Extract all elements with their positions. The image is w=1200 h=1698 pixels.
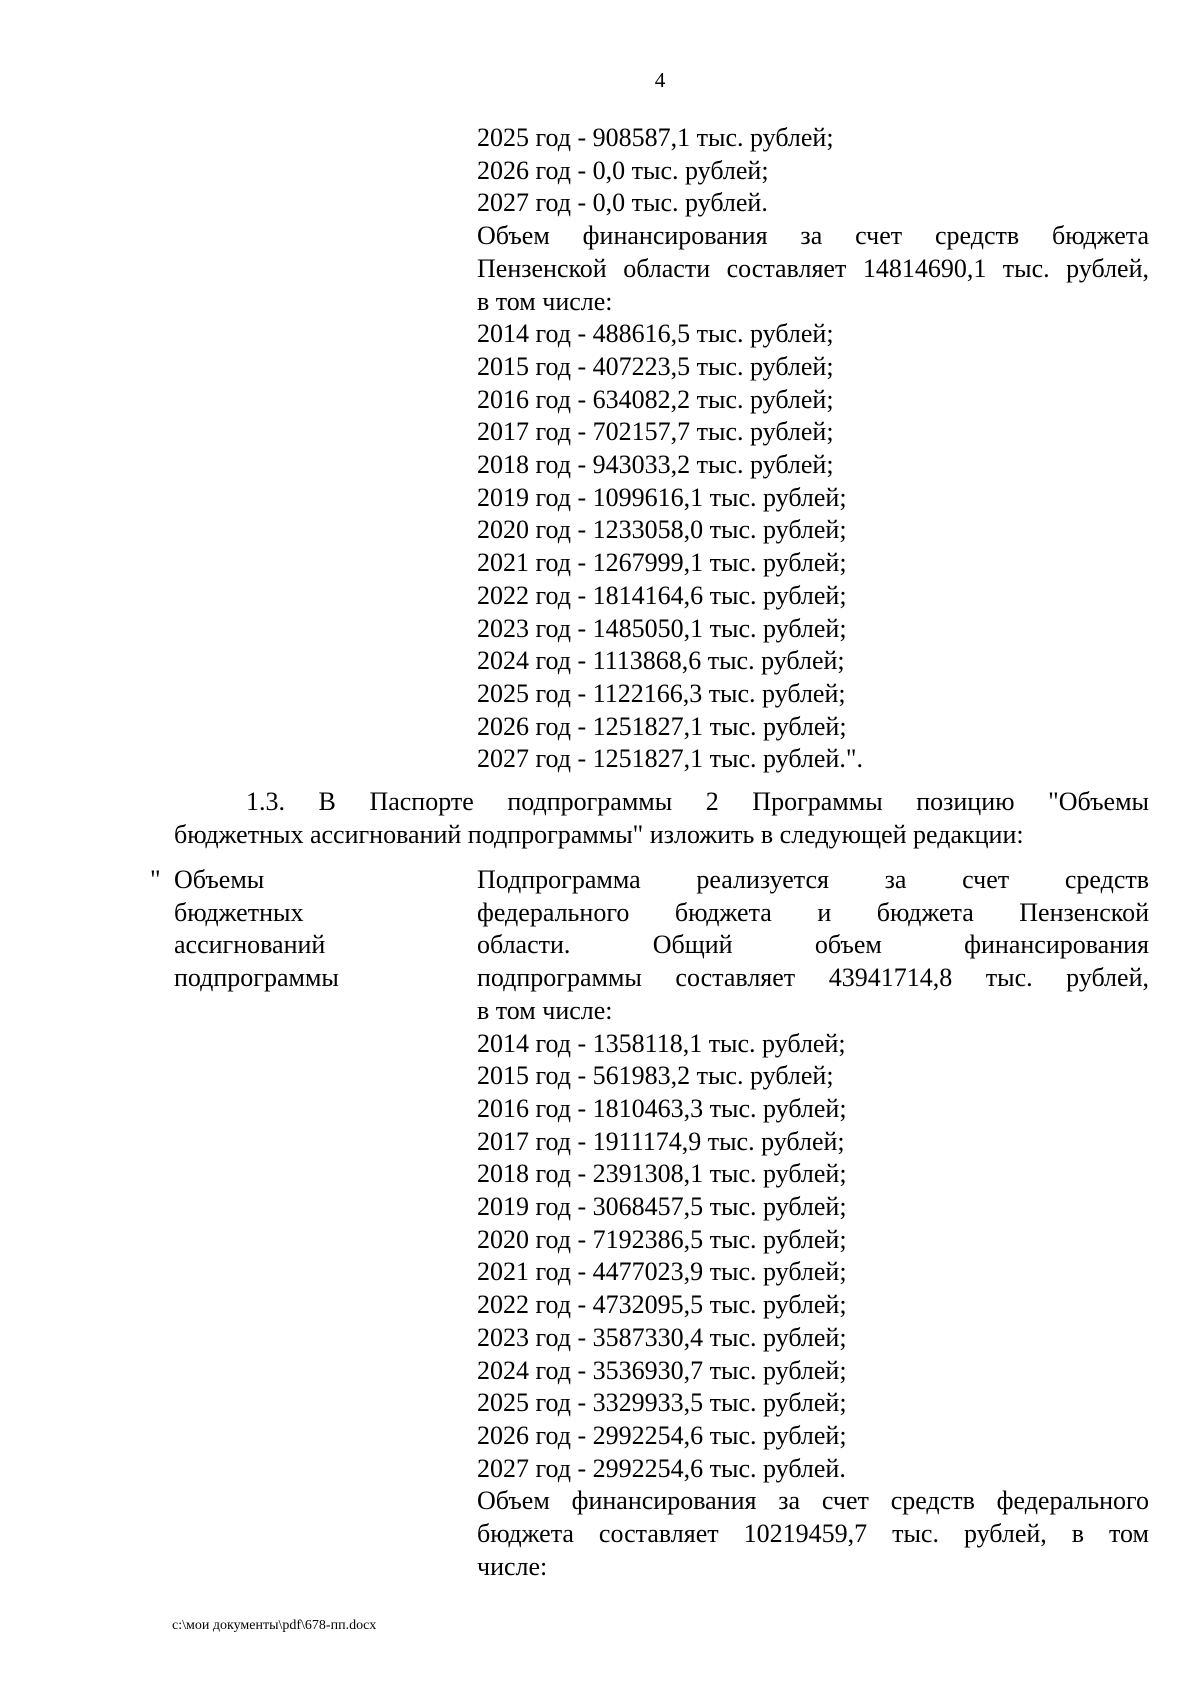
year-line: 2022 год - 4732095,5 тыс. рублей; [477,1290,847,1320]
intro-line: в том числе: [477,995,613,1025]
year-line: 2018 год - 943033,2 тыс. рублей; [477,450,834,480]
position-label [174,864,434,995]
amendment-paragraph [174,786,1149,851]
year-line: 2022 год - 1814164,6 тыс. рублей; [477,580,847,610]
paragraph-line: 1.3. В Паспорте подпрограммы 2 Программы позицию "Объемы [246,787,1149,816]
year-line: 2014 год - 1358118,1 тыс. рублей; [477,1028,846,1058]
funding-block-continuation [477,122,1149,776]
year-line: 2026 год - 0,0 тыс. рублей; [477,155,769,185]
year-line: 2017 год - 702157,7 тыс. рублей; [477,417,834,447]
position-label-line: подпрограммы [174,963,339,993]
intro-line: федерального бюджета и бюджета Пензенской [477,897,1149,927]
intro-line: Подпрограмма реализуется за счет средств [477,865,1149,894]
opening-quote: " [150,865,161,894]
year-line: 2015 год - 407223,5 тыс. рублей; [477,351,834,381]
position-label-line: Объемы [174,865,265,894]
year-line: 2026 год - 2992254,6 тыс. рублей; [477,1420,847,1450]
regional-budget-line: Объем финансирования за счет средств бюджета [477,221,1149,251]
funding-block-subprogram [477,864,1149,1583]
federal-budget-line: бюджета составляет 10219459,7 тыс. рублей, в том [477,1519,1149,1549]
year-line: 2016 год - 634082,2 тыс. рублей; [477,384,834,414]
year-line: 2015 год - 561983,2 тыс. рублей; [477,1061,834,1091]
regional-budget-line: в том числе: [477,286,613,316]
intro-line: подпрограммы составляет 43941714,8 тыс. рублей, [477,963,1149,993]
year-line: 2024 год - 3536930,7 тыс. рублей; [477,1355,847,1385]
position-label-line: бюджетных [174,897,304,927]
year-line: 2017 год - 1911174,9 тыс. рублей; [477,1126,845,1156]
year-line: 2027 год - 2992254,6 тыс. рублей. [477,1453,846,1483]
page-number: 4 [654,68,666,92]
year-line: 2016 год - 1810463,3 тыс. рублей; [477,1093,847,1123]
year-line: 2023 год - 3587330,4 тыс. рублей; [477,1322,847,1352]
year-line: 2026 год - 1251827,1 тыс. рублей; [477,711,847,741]
position-label-line: ассигнований [174,930,326,960]
year-line: 2019 год - 1099616,1 тыс. рублей; [477,482,847,512]
federal-budget-line: Объем финансирования за счет средств федерального [477,1486,1149,1516]
year-line: 2024 год - 1113868,6 тыс. рублей; [477,646,845,676]
year-line: 2025 год - 3329933,5 тыс. рублей; [477,1388,847,1418]
file-path-footer: c:\мои документы\pdf\678-пп.docx [172,1618,377,1633]
year-line: 2018 год - 2391308,1 тыс. рублей; [477,1159,847,1189]
year-line: 2014 год - 488616,5 тыс. рублей; [477,319,834,349]
year-line: 2019 год - 3068457,5 тыс. рублей; [477,1192,847,1222]
year-line: 2021 год - 1267999,1 тыс. рублей; [477,548,847,578]
year-line: 2025 год - 908587,1 тыс. рублей; [477,123,834,152]
regional-budget-line: Пензенской области составляет 14814690,1 тыс. рублей, [477,253,1149,283]
intro-line: области. Общий объем финансирования [477,930,1149,960]
year-line: 2021 год - 4477023,9 тыс. рублей; [477,1257,847,1287]
year-line: 2023 год - 1485050,1 тыс. рублей; [477,613,847,643]
year-line: 2020 год - 7192386,5 тыс. рублей; [477,1224,847,1254]
year-line: 2020 год - 1233058,0 тыс. рублей; [477,515,847,545]
year-line: 2025 год - 1122166,3 тыс. рублей; [477,678,846,708]
paragraph-line: бюджетных ассигнований подпрограммы" изложить в следующей редакции: [174,819,1024,849]
year-line: 2027 год - 1251827,1 тыс. рублей.". [477,744,863,774]
year-line: 2027 год - 0,0 тыс. рублей. [477,188,768,218]
federal-budget-line: числе: [477,1551,548,1581]
